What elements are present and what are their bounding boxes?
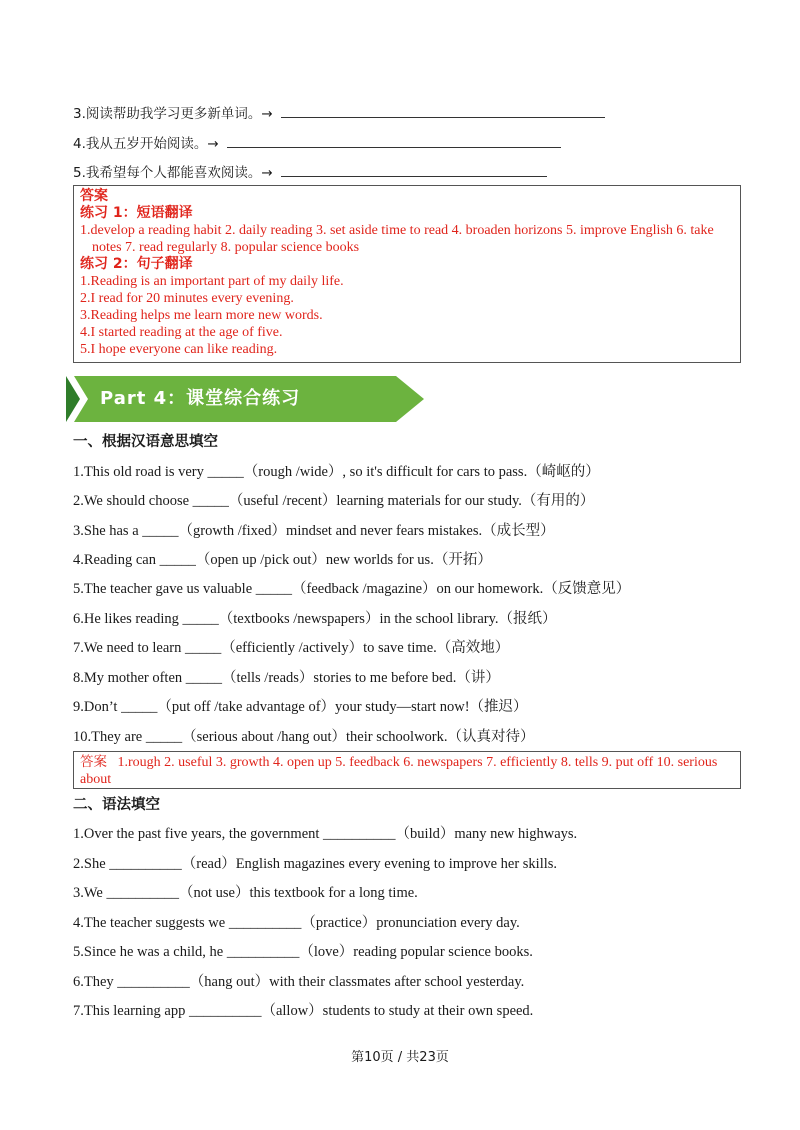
answer-label: 答案 xyxy=(80,754,107,770)
section-2-title: 二、语法填空 xyxy=(73,797,160,813)
section-1-answer-text: 1.rough 2. useful 3. growth 4. open up 5. feedback 6. newspapers 7. efficiently 8. tells 9. put off 10. serious about xyxy=(80,755,718,787)
sentence-4 xyxy=(73,133,561,154)
fill-item: 7.We need to learn _____（efficiently /actively）to save time.（高效地） xyxy=(73,640,510,656)
grammar-item: 7.This learning app __________（allow）students to study at their own speed. xyxy=(73,1003,534,1019)
exercise-1-title: 练习 1：短语翻译 xyxy=(80,205,193,221)
fill-item: 5.The teacher gave us valuable _____（feedback /magazine）on our homework.（反馈意见） xyxy=(73,581,631,597)
exercise-2-answer-4: 4.I started reading at the age of five. xyxy=(80,325,283,340)
sentence-text: 4.我从五岁开始阅读。→ xyxy=(73,136,219,152)
fill-item: 1.This old road is very _____（rough /wide）, so it's difficult for cars to pass.（崎岖的） xyxy=(73,464,600,480)
answer-blank[interactable] xyxy=(281,103,605,118)
section-1-title: 一、根据汉语意思填空 xyxy=(73,434,218,450)
exercise-2-answer-3: 3.Reading helps me learn more new words. xyxy=(80,308,323,323)
part-banner-title: Part 4：课堂综合练习 xyxy=(100,388,301,409)
exercise-2-answer-1: 1.Reading is an important part of my daily life. xyxy=(80,274,344,289)
grammar-item: 6.They __________（hang out）with their classmates after school yesterday. xyxy=(73,974,525,990)
fill-item: 8.My mother often _____（tells /reads）stories to me before bed.（讲） xyxy=(73,670,500,686)
sentence-text: 5.我希望每个人都能喜欢阅读。→ xyxy=(73,165,273,181)
answer-box-translation xyxy=(73,185,741,363)
fill-item: 4.Reading can _____（open up /pick out）new worlds for us.（开拓） xyxy=(73,552,492,568)
grammar-item: 1.Over the past five years, the government __________（build）many new highways. xyxy=(73,826,578,842)
fill-item: 10.They are _____（serious about /hang out）their schoolwork.（认真对待） xyxy=(73,729,535,745)
sentence-5 xyxy=(73,162,547,183)
exercise-2-answer-5: 5.I hope everyone can like reading. xyxy=(80,342,278,357)
answer-box-section-1 xyxy=(73,751,741,789)
fill-item: 9.Don’t _____（put off /take advantage of）your study—start now!（推迟） xyxy=(73,699,528,715)
section-1-answers xyxy=(80,754,734,788)
fill-item: 3.She has a _____（growth /fixed）mindset and never fears mistakes.（成长型） xyxy=(73,523,555,539)
fill-item: 6.He likes reading _____（textbooks /newspapers）in the school library.（报纸） xyxy=(73,611,557,627)
grammar-item: 4.The teacher suggests we __________（practice）pronunciation every day. xyxy=(73,915,520,931)
exercise-1-answers: 1.develop a reading habit 2. daily reading 3. set aside time to read 4. broaden horizons 5. improve English 6. take notes 7. read regularly 8. popular science books xyxy=(80,223,714,255)
grammar-item: 2.She __________（read）English magazines every evening to improve her skills. xyxy=(73,856,558,872)
answer-label: 答案 xyxy=(80,188,108,204)
answer-blank[interactable] xyxy=(281,162,547,177)
answer-blank[interactable] xyxy=(227,133,561,148)
sentence-text: 3.阅读帮助我学习更多新单词。→ xyxy=(73,106,273,122)
exercise-2-answer-2: 2.I read for 20 minutes every evening. xyxy=(80,291,294,306)
grammar-item: 3.We __________（not use）this textbook for a long time. xyxy=(73,885,418,901)
grammar-item: 5.Since he was a child, he __________（love）reading popular science books. xyxy=(73,944,533,960)
page-number: 第10页 / 共23页 xyxy=(351,1050,449,1065)
sentence-3 xyxy=(73,103,605,124)
fill-item: 2.We should choose _____（useful /recent）learning materials for our study.（有用的） xyxy=(73,493,595,509)
exercise-2-title: 练习 2：句子翻译 xyxy=(80,256,193,272)
